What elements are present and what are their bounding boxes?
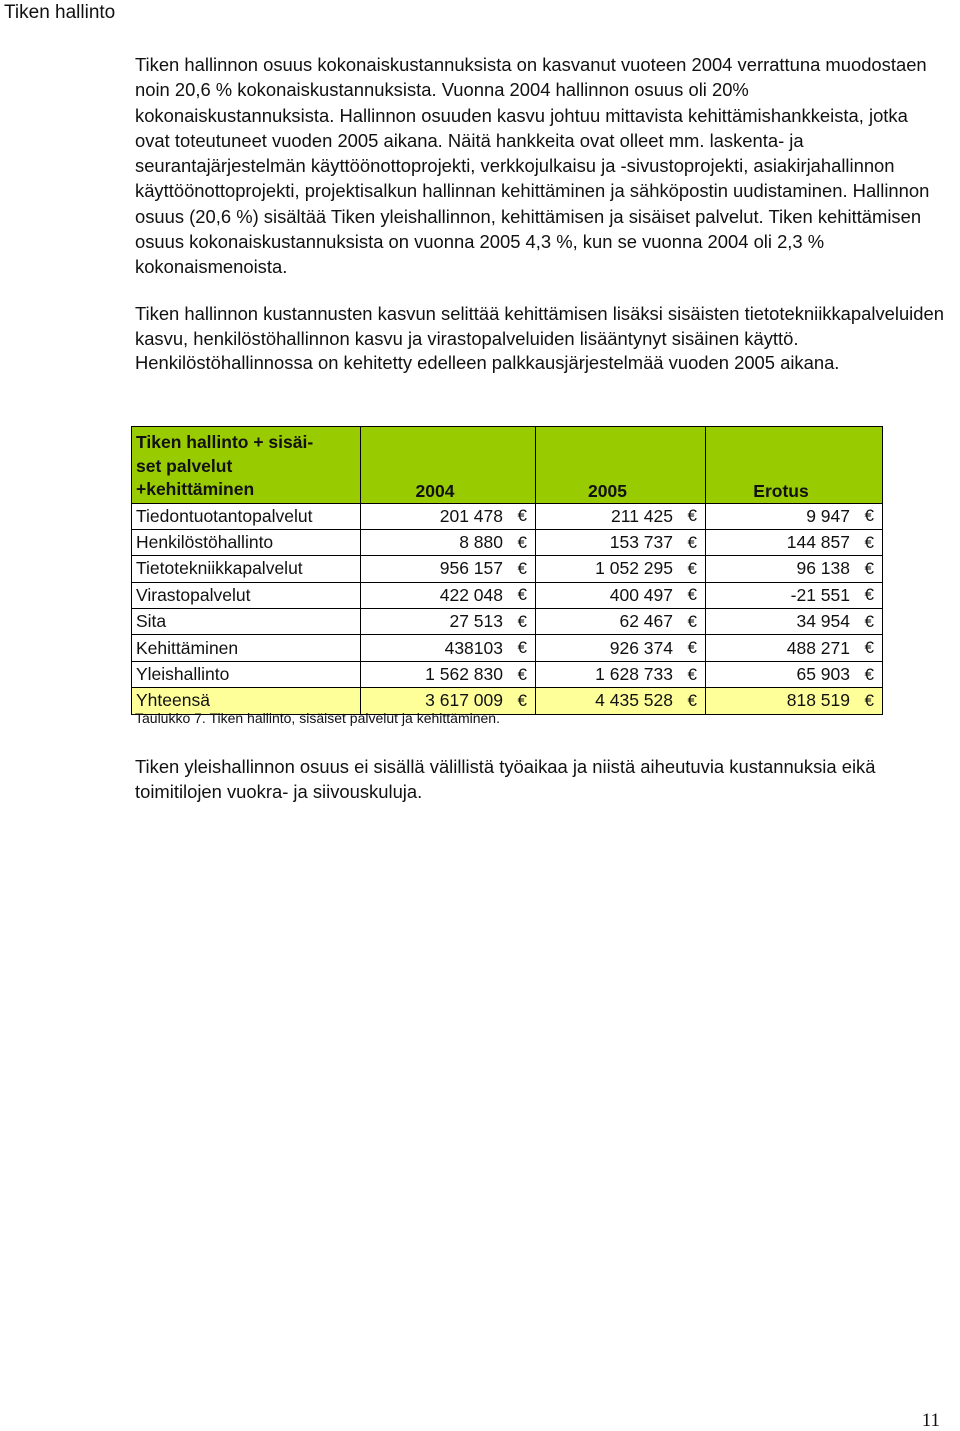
value-2004: 3 617 009 €: [361, 688, 536, 714]
value-2005: 62 467 €: [536, 609, 706, 635]
euro-sign: €: [517, 532, 527, 552]
paragraph-intro: Tiken hallinnon osuus kokonaiskustannuksista on kasvanut vuoteen 2004 verrattuna muodostaen noin 20,6 % kokonaiskustannuksista. Vuonna 2004 hallinnon osuus oli 20% kokonaiskustannuksista. Hallinnon osuuden kasvu johtuu mittavista kehittämishankkeista, jotka ovat toteutuneet vuoden 2005 aikana. Näitä hankkeita ovat olleet mm. laskenta- ja seurantajärjestelmän käyttöönottoprojekti, verkkojulkaisu ja -sivustoprojekti, asiakirjahallinnon käyttöönottoprojekti, projektisalkun hallinnan kehittäminen ja sähköpostin uudistaminen. Hallinnon osuus (20,6 %) sisältää Tiken yleishallinnon, kehittämisen ja sisäiset palvelut. Tiken kehittämisen osuus kokonaiskustannuksista on vuonna 2005 4,3 %, kun se vuonna 2004 oli 2,3 % kokonaismenoista.: [135, 54, 930, 278]
value-2004: 438103 €: [361, 635, 536, 661]
table-header-row: [132, 427, 883, 504]
euro-sign: €: [687, 611, 697, 631]
value-2005: 1 052 295 €: [536, 556, 706, 582]
row-label: Sita: [132, 609, 361, 635]
euro-sign: €: [864, 611, 874, 631]
row-label: Virastopalvelut: [132, 582, 361, 608]
value-2005: 926 374 €: [536, 635, 706, 661]
value-2004: 201 478 €: [361, 503, 536, 529]
table-row: [132, 635, 883, 661]
table-row: [132, 556, 883, 582]
euro-sign: €: [517, 585, 527, 605]
header-2005: 2005: [536, 427, 706, 504]
value-difference: 34 954 €: [706, 609, 883, 635]
euro-sign: €: [864, 506, 874, 526]
euro-sign: €: [687, 506, 697, 526]
table-row: [132, 661, 883, 687]
value-2005: 153 737 €: [536, 529, 706, 555]
euro-sign: €: [864, 558, 874, 578]
value-difference: 144 857 €: [706, 529, 883, 555]
euro-sign: €: [864, 664, 874, 684]
value-2005: 400 497 €: [536, 582, 706, 608]
euro-sign: €: [517, 506, 527, 526]
euro-sign: €: [687, 690, 697, 710]
euro-sign: €: [517, 664, 527, 684]
row-label: Tiedontuotantopalvelut: [132, 503, 361, 529]
table-row: [132, 609, 883, 635]
paragraph-cost-growth: Tiken hallinnon kustannusten kasvun selittää kehittämisen lisäksi sisäisten tietotekniikkapalveluiden kasvu, henkilöstöhallinnon kasvu ja virastopalveluiden lisääntynyt sisäinen käyttö. Henkilöstöhallinnossa on kehitetty edelleen palkkausjärjestelmää vuoden 2005 aikana.: [135, 303, 944, 373]
header-difference: Erotus: [706, 427, 883, 504]
value-2005: 1 628 733 €: [536, 661, 706, 687]
table-row: [132, 582, 883, 608]
value-difference: 818 519 €: [706, 688, 883, 714]
value-2004: 1 562 830 €: [361, 661, 536, 687]
page-number: 11: [921, 1410, 940, 1431]
header-category: Tiken hallinto + sisäi- set palvelut +kehittäminen: [132, 427, 361, 504]
value-difference: 9 947 €: [706, 503, 883, 529]
euro-sign: €: [517, 558, 527, 578]
header-2004: 2004: [361, 427, 536, 504]
value-2004: 422 048 €: [361, 582, 536, 608]
row-label: Yhteensä: [132, 688, 361, 714]
value-2004: 8 880 €: [361, 529, 536, 555]
euro-sign: €: [687, 638, 697, 658]
euro-sign: €: [864, 638, 874, 658]
euro-sign: €: [687, 585, 697, 605]
euro-sign: €: [864, 690, 874, 710]
value-2005: 4 435 528 €: [536, 688, 706, 714]
row-label: Henkilöstöhallinto: [132, 529, 361, 555]
row-label: Yleishallinto: [132, 661, 361, 687]
value-difference: 65 903 €: [706, 661, 883, 687]
table-caption: Taulukko 7. Tiken hallinto, sisäiset palvelut ja kehittäminen.: [135, 710, 500, 726]
value-difference: -21 551 €: [706, 582, 883, 608]
table-row: [132, 503, 883, 529]
euro-sign: €: [517, 638, 527, 658]
value-2005: 211 425 €: [536, 503, 706, 529]
value-difference: 96 138 €: [706, 556, 883, 582]
page-header-title: Tiken hallinto: [4, 2, 116, 23]
euro-sign: €: [687, 558, 697, 578]
euro-sign: €: [687, 664, 697, 684]
row-label: Kehittäminen: [132, 635, 361, 661]
value-difference: 488 271 €: [706, 635, 883, 661]
cost-table: [131, 426, 883, 715]
paragraph-note: Tiken yleishallinnon osuus ei sisällä välillistä työaikaa ja niistä aiheutuvia kustannuksia eikä toimitilojen vuokra- ja siivouskuluja.: [135, 756, 876, 802]
value-2004: 27 513 €: [361, 609, 536, 635]
euro-sign: €: [517, 611, 527, 631]
euro-sign: €: [687, 532, 697, 552]
euro-sign: €: [864, 532, 874, 552]
euro-sign: €: [864, 585, 874, 605]
table-row: [132, 529, 883, 555]
row-label: Tietotekniikkapalvelut: [132, 556, 361, 582]
value-2004: 956 157 €: [361, 556, 536, 582]
euro-sign: €: [517, 690, 527, 710]
